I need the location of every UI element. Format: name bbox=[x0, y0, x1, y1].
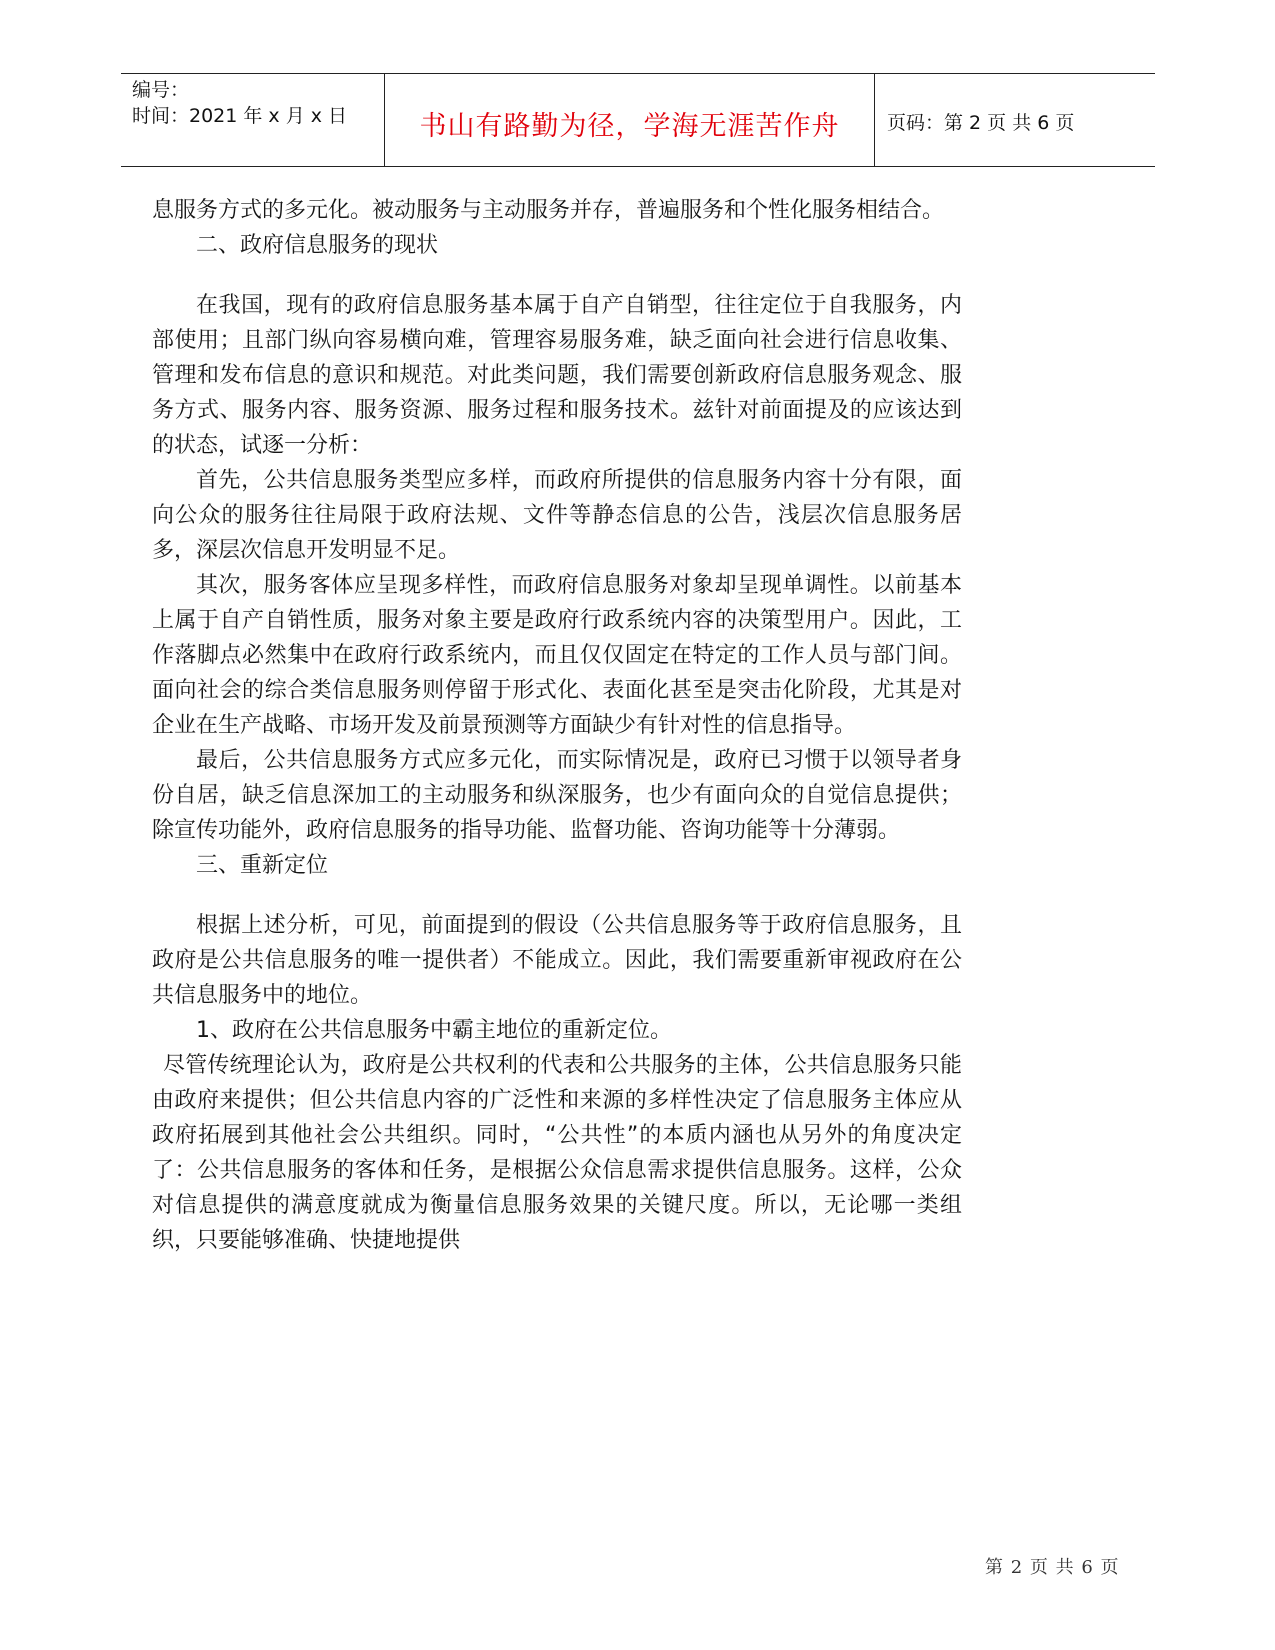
paragraph-second: 其次，服务客体应呈现多样性，而政府信息服务对象却呈现单调性。以前基本上属于自产自销性质，服务对象主要是政府行政系统内容的决策型用户。因此，工作落脚点必然集中在政府行政系统内，而且仅仅固定在特定的工作人员与部门间。面向社会的综合类信息服务则停留于形式化、表面化甚至是突击化阶段，尤其是对企业在生产战略、市场开发及前景预测等方面缺少有针对性的信息指导。 bbox=[152, 573, 962, 738]
header-page-cell bbox=[875, 74, 1155, 166]
header-motto: 书山有路勤为径，学海无涯苦作舟 bbox=[419, 111, 840, 142]
page-footer: 第 2 页 共 6 页 bbox=[985, 1557, 1120, 1578]
paragraph-last: 最后，公共信息服务方式应多元化，而实际情况是，政府已习惯于以领导者身份自居，缺乏信息深加工的主动服务和纵深服务，也少有面向众的自觉信息提供；除宣传功能外，政府信息服务的指导功能、监督功能、咨询功能等十分薄弱。 bbox=[152, 748, 962, 843]
document-number-label: 编号： bbox=[132, 79, 190, 101]
document-body bbox=[152, 193, 962, 1258]
header-motto-cell bbox=[384, 74, 875, 166]
header-meta-cell bbox=[121, 74, 384, 166]
header-page-info: 页码：第 2 页 共 6 页 bbox=[887, 112, 1075, 134]
section-heading-reposition: 三、重新定位 bbox=[196, 853, 329, 878]
document-header bbox=[121, 73, 1155, 167]
paragraph-first: 首先，公共信息服务类型应多样，而政府所提供的信息服务内容十分有限，面向公众的服务往往局限于政府法规、文件等静态信息的公告，浅层次信息服务居多，深层次信息开发明显不足。 bbox=[152, 468, 962, 563]
subsection-heading-1: 1、政府在公共信息服务中霸主地位的重新定位。 bbox=[196, 1018, 672, 1043]
section-heading-status: 二、政府信息服务的现状 bbox=[196, 233, 439, 258]
paragraph-theory: 尽管传统理论认为，政府是公共权利的代表和公共服务的主体，公共信息服务只能由政府来提供；但公共信息内容的广泛性和来源的多样性决定了信息服务主体应从政府拓展到其他社会公共组织。同时，“公共性”的本质内涵也从另外的角度决定了：公共信息服务的客体和任务，是根据公众信息需求提供信息服务。这样，公众对信息提供的满意度就成为衡量信息服务效果的关键尺度。所以，无论哪一类组织，只要能够准确、快捷地提供 bbox=[152, 1053, 962, 1253]
paragraph-analysis: 根据上述分析，可见，前面提到的假设（公共信息服务等于政府信息服务，且政府是公共信息服务的唯一提供者）不能成立。因此，我们需要重新审视政府在公共信息服务中的地位。 bbox=[152, 913, 962, 1008]
paragraph-status: 在我国，现有的政府信息服务基本属于自产自销型，往往定位于自我服务，内部使用；且部门纵向容易横向难，管理容易服务难，缺乏面向社会进行信息收集、管理和发布信息的意识和规范。对此类问题，我们需要创新政府信息服务观念、服务方式、服务内容、服务资源、服务过程和服务技术。兹针对前面提及的应该达到的状态，试逐一分析： bbox=[152, 293, 962, 458]
paragraph-intro: 息服务方式的多元化。被动服务与主动服务并存，普遍服务和个性化服务相结合。 bbox=[152, 198, 945, 223]
document-time-label: 时间：2021 年 x 月 x 日 bbox=[132, 105, 348, 127]
